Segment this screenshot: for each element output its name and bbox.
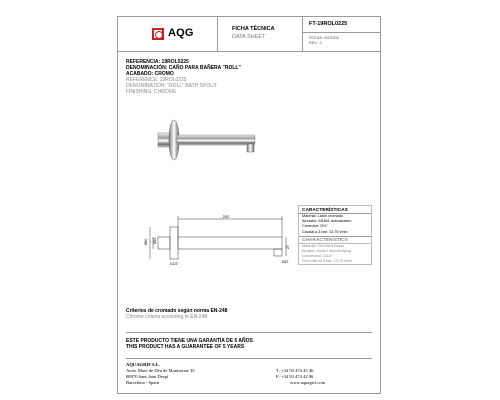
logo-text: AQG bbox=[168, 27, 194, 39]
divider bbox=[126, 332, 372, 333]
char-line: Conexión: G½" bbox=[302, 224, 328, 229]
reference-es: REFERENCIA: 19ROL0225 bbox=[126, 59, 189, 65]
finish-en: FINISHING: CHROME bbox=[126, 89, 177, 95]
revision-label: REV.: 0 bbox=[309, 41, 322, 45]
divider bbox=[126, 358, 372, 359]
char-line: Material: Latón cromado bbox=[302, 214, 343, 218]
char-line: Flow rate at 3 bar: 13,75 l/min bbox=[302, 259, 353, 264]
company-address-3: Barcelona - Spain bbox=[126, 380, 159, 385]
document-code: FT-19ROL0225 bbox=[303, 17, 380, 33]
logo-cell bbox=[118, 17, 218, 51]
dim-height: 27 bbox=[286, 245, 290, 249]
chrome-criteria-en: Chrome criteria according to EN-248 bbox=[126, 314, 208, 320]
denomination-en: DENOMINATION: "ROLL" BATH SPOUT bbox=[126, 83, 217, 89]
characteristics-title-en: CHARACTERISTICS bbox=[299, 236, 371, 244]
dim-dia-left: Ø60 bbox=[144, 238, 148, 245]
dim-dia-right: Ø22 bbox=[282, 260, 289, 264]
char-line: Caudal a 3 bar: 13,75 l/min bbox=[302, 229, 348, 234]
guarantee-es: ESTE PRODUCTO TIENE UNA GARANTÍA DE 5 AÑOS bbox=[126, 338, 253, 344]
company-address-2: 08970 Sant Joan Despí bbox=[126, 374, 169, 379]
aqg-logo-icon bbox=[152, 28, 164, 40]
dim-length: 202 bbox=[222, 214, 230, 219]
characteristics-title-es: CARACTERÍSTICAS bbox=[299, 206, 371, 214]
char-line: Aerator: M18x1 anticalcifying bbox=[302, 249, 351, 254]
denomination-es: DENOMINACIÓN: CAÑO PARA BAÑERA "ROLL" bbox=[126, 65, 241, 71]
date-label: FECHA: 0/0/2005 bbox=[309, 36, 339, 40]
company-website[interactable]: www.aquagrif.com bbox=[290, 380, 326, 385]
title-en: DATA SHEET bbox=[232, 34, 266, 40]
chrome-criteria-es: Criterios de cromado según norma EN-248 bbox=[126, 308, 228, 314]
company-name: AQUAGRIF S.L. bbox=[126, 362, 160, 367]
finish-es: ACABADO: CROMO bbox=[126, 71, 174, 77]
dim-dia-pipe: Ø22 bbox=[153, 237, 157, 244]
technical-drawing bbox=[140, 213, 290, 275]
company-phone: T: +34 93 474 45 46 bbox=[276, 368, 314, 373]
char-line: Aireador: M18x1 anticalcáreo bbox=[302, 219, 352, 224]
guarantee-en: THIS PRODUCT HAS A GUARANTEE OF 5 YEARS bbox=[126, 344, 245, 350]
title-es: FICHA TÉCNICA bbox=[232, 26, 275, 32]
title-cell bbox=[218, 17, 303, 51]
company-fax: F: +34 93 474 42 96 bbox=[276, 374, 314, 379]
product-photo bbox=[148, 113, 268, 183]
code-cell bbox=[303, 17, 380, 51]
company-address-1: Avda. Mare de Déu de Montserrat 35 bbox=[126, 368, 195, 373]
reference-en: REFERENCE: 19ROL0225 bbox=[126, 77, 187, 83]
data-sheet bbox=[117, 16, 381, 394]
char-line: Connection: G1/2" bbox=[302, 254, 333, 259]
dim-thread: G1/2" bbox=[170, 262, 179, 266]
char-line: Material: Chromed Brass bbox=[302, 243, 344, 248]
characteristics-box bbox=[298, 205, 372, 265]
header bbox=[118, 17, 380, 52]
